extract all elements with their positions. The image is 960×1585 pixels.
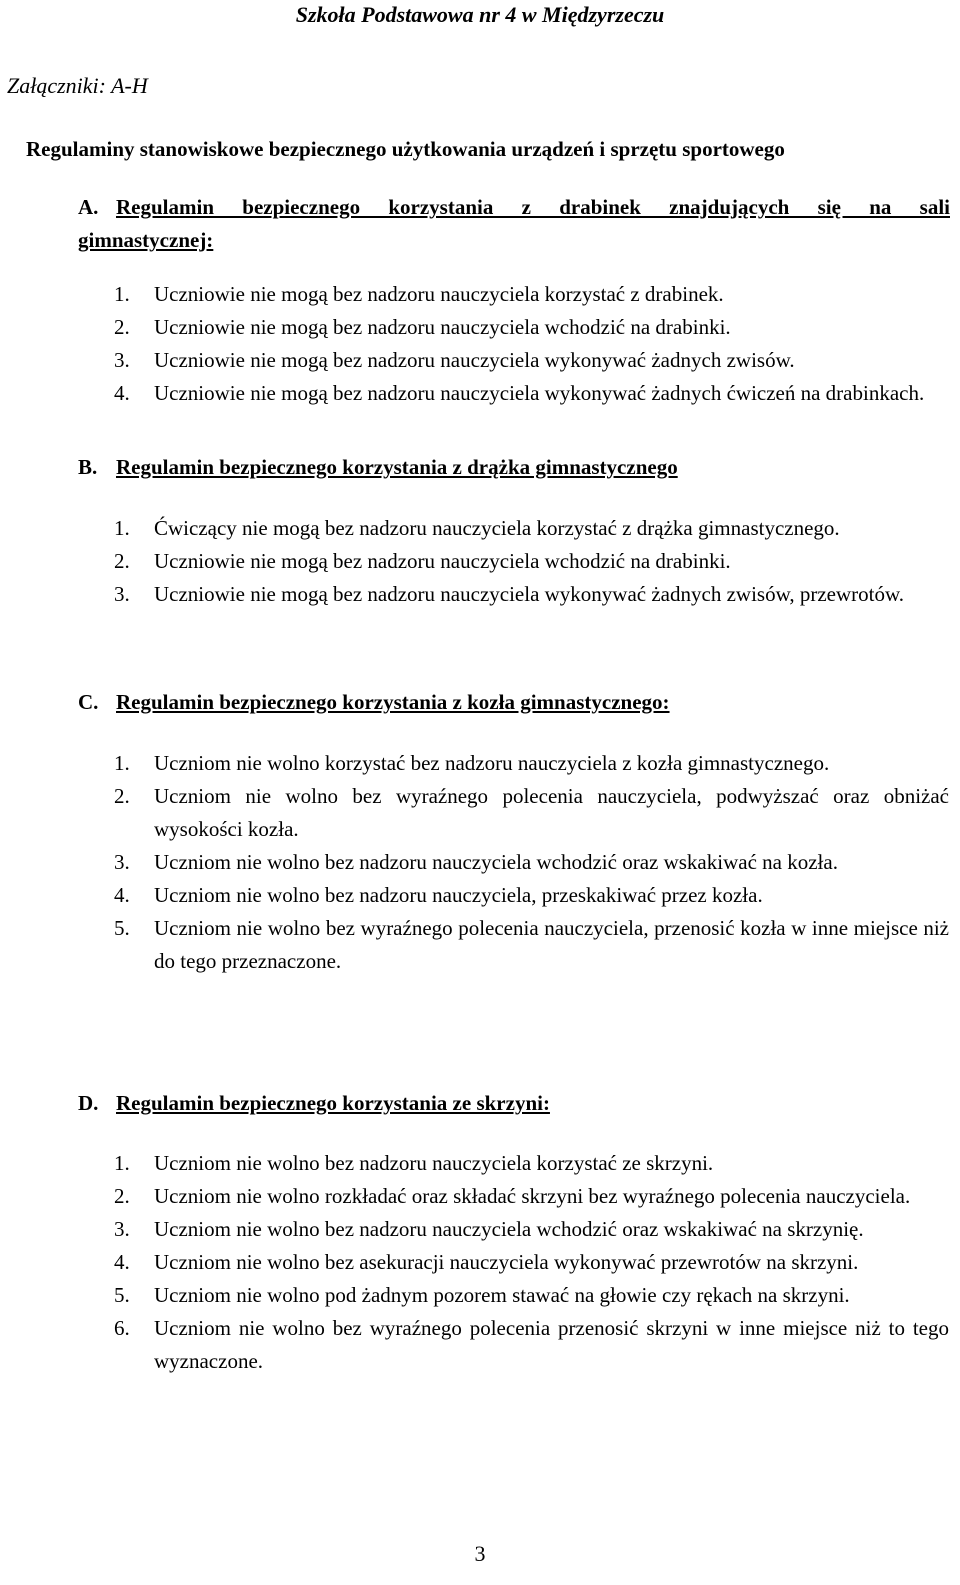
list-item: 3. Uczniom nie wolno bez nadzoru nauczyciela wchodzić oraz wskakiwać na skrzynię. (114, 1217, 864, 1241)
list-item: 4. Uczniom nie wolno bez nadzoru nauczyciela, przeskakiwać przez kozła. (114, 883, 763, 907)
section-letter: C. (78, 690, 99, 714)
list-item: 3. Uczniowie nie mogą bez nadzoru nauczyciela wykonywać żadnych zwisów, przewrotów. (114, 582, 905, 606)
school-header: Szkoła Podstawowa nr 4 w Międzyrzeczu (295, 2, 665, 27)
section-a-list (0, 278, 960, 410)
list-item: 5. Uczniom nie wolno bez wyraźnego polecenia nauczyciela, przenosić kozła w inne miejsce niż do tego przeznaczone. (114, 916, 949, 973)
section-b-list (0, 512, 960, 611)
list-item: 6. Uczniom nie wolno bez wyraźnego polecenia przenosić skrzyni w inne miejsce niż to tego wyznaczone. (114, 1316, 949, 1373)
section-letter: B. (78, 455, 98, 479)
list-item: 2. Uczniom nie wolno bez wyraźnego polecenia nauczyciela, podwyższać oraz obniżać wysokości kozła. (114, 784, 949, 841)
section-title: Regulamin bezpiecznego korzystania z drążka gimnastycznego (116, 455, 678, 479)
list-item: 4. Uczniowie nie mogą bez nadzoru nauczyciela wykonywać żadnych ćwiczeń na drabinkach. (114, 381, 925, 405)
page-number: 3 (474, 1541, 486, 1566)
section-title: Regulamin bezpiecznego korzystania z drabinek znajdujących się na sali gimnastycznej: (78, 195, 950, 252)
list-item: 4. Uczniom nie wolno bez asekuracji nauczyciela wykonywać przewrotów na skrzyni. (114, 1250, 859, 1274)
section-a-heading (78, 191, 950, 257)
list-item: 1. Uczniom nie wolno korzystać bez nadzoru nauczyciela z kozła gimnastycznego. (114, 751, 830, 775)
list-item: 5. Uczniom nie wolno pod żadnym pozorem stawać na głowie czy rękach na skrzyni. (114, 1283, 850, 1307)
document-title: Regulaminy stanowiskowe bezpiecznego użytkowania urządzeń i sprzętu sportowego (26, 137, 785, 161)
section-d-list (0, 1147, 960, 1378)
list-item: 2. Uczniowie nie mogą bez nadzoru nauczyciela wchodzić na drabinki. (114, 315, 731, 339)
section-b-heading (78, 451, 950, 484)
list-item: 1. Uczniom nie wolno bez nadzoru nauczyciela korzystać ze skrzyni. (114, 1151, 714, 1175)
section-d-heading (78, 1087, 950, 1120)
list-item: 1. Uczniowie nie mogą bez nadzoru nauczyciela korzystać z drabinek. (114, 282, 724, 306)
list-item: 2. Uczniom nie wolno rozkładać oraz składać skrzyni bez wyraźnego polecenia nauczyciela. (114, 1184, 911, 1208)
list-item: 2. Uczniowie nie mogą bez nadzoru nauczyciela wchodzić na drabinki. (114, 549, 731, 573)
section-c-list (0, 747, 960, 978)
section-c-heading (78, 686, 950, 719)
attachments-label: Załączniki: A-H (7, 73, 148, 98)
section-title: Regulamin bezpiecznego korzystania ze skrzyni: (116, 1091, 550, 1115)
section-letter: A. (78, 195, 99, 219)
list-item: 3. Uczniowie nie mogą bez nadzoru nauczyciela wykonywać żadnych zwisów. (114, 348, 795, 372)
list-item: 3. Uczniom nie wolno bez nadzoru nauczyciela wchodzić oraz wskakiwać na kozła. (114, 850, 838, 874)
list-item: 1. Ćwiczący nie mogą bez nadzoru nauczyciela korzystać z drążka gimnastycznego. (114, 516, 840, 540)
section-title: Regulamin bezpiecznego korzystania z kozła gimnastycznego: (116, 690, 670, 714)
section-letter: D. (78, 1091, 99, 1115)
